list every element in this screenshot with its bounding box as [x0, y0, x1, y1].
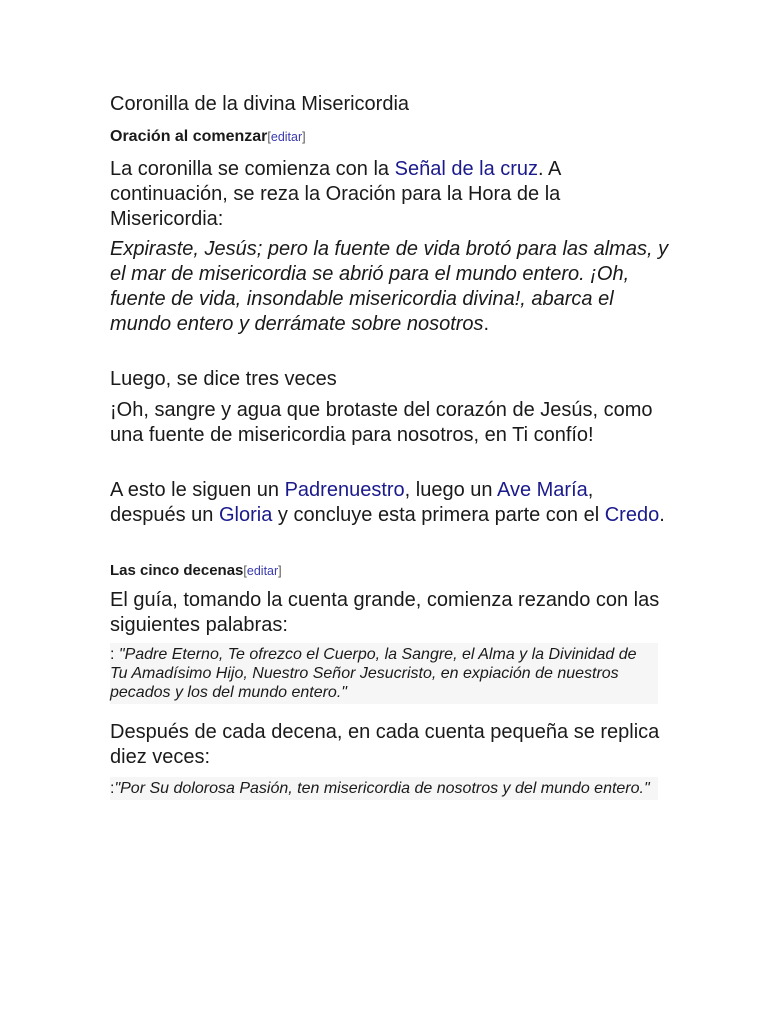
- link-senal-de-la-cruz[interactable]: Señal de la cruz: [394, 158, 539, 180]
- three-times-paragraph: Luego, se dice tres veces: [110, 368, 337, 390]
- section-heading-oracion: [110, 128, 306, 146]
- prayer-hour-of-mercy: Expiraste, Jesús; pero la fuente de vida brotó para las almas, y el mar de misericordia se abrió para el mundo entero. ¡Oh, fuente de vida, insondable misericordia divina!, abarca el mundo entero y derrámate sobre nosotros.: [110, 238, 669, 335]
- quote-dolorous-passion: :"Por Su dolorosa Pasión, ten misericordia de nosotros y del mundo entero.": [110, 777, 658, 800]
- guide-paragraph: El guía, tomando la cuenta grande, comienza rezando con las siguientes palabras:: [110, 589, 660, 636]
- edit-link-section2[interactable]: [editar]: [243, 564, 282, 578]
- page-title: Coronilla de la divina Misericordia: [110, 93, 410, 115]
- link-ave-maria[interactable]: Ave María: [496, 479, 588, 501]
- decade-paragraph: Después de cada decena, en cada cuenta pequeña se replica diez veces:: [110, 721, 660, 768]
- section-heading-decenas: [110, 562, 282, 579]
- quote-eternal-father: : "Padre Eterno, Te ofrezco el Cuerpo, la Sangre, el Alma y la Divinidad de Tu Amadísimo Hijo, Nuestro Señor Jesucristo, en expiación de nuestros pecados y los del mundo entero.": [110, 643, 658, 704]
- prayer-blood-water: ¡Oh, sangre y agua que brotaste del corazón de Jesús, como una fuente de misericordia para nosotros, en Ti confío!: [110, 399, 653, 446]
- link-credo[interactable]: Credo: [604, 504, 660, 526]
- link-gloria[interactable]: Gloria: [218, 504, 273, 526]
- section-heading-text: Oración al comenzar: [110, 128, 268, 145]
- edit-link-section1[interactable]: [editar]: [267, 130, 306, 144]
- intro-paragraph: La coronilla se comienza con la Señal de la cruz. A continuación, se reza la Oración para la Hora de la Misericordia:: [110, 158, 561, 230]
- follow-paragraph: A esto le siguen un Padrenuestro, luego un Ave María, después un Gloria y concluye esta primera parte con el Credo.: [110, 479, 665, 526]
- link-padrenuestro[interactable]: Padrenuestro: [284, 479, 405, 501]
- section-heading-text: Las cinco decenas: [110, 562, 244, 579]
